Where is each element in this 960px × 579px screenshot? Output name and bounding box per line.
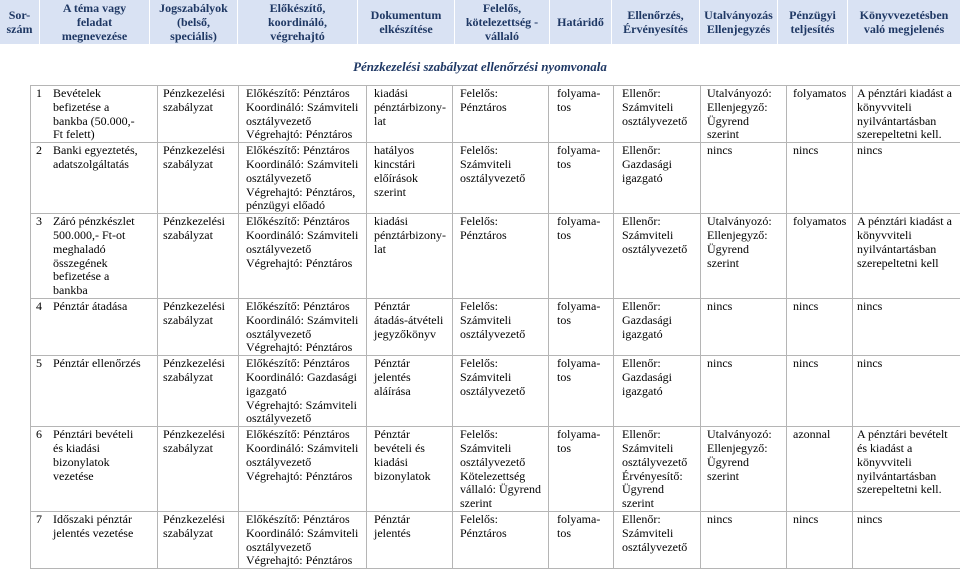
control-cell: Ellenőr: Gazdasági igazgató — [614, 298, 701, 355]
header-document — [358, 0, 455, 44]
task-name: Pénztári bevételi és kiadási bizonylatok vezetése — [53, 427, 134, 483]
responsible-cell: Felelős: Pénztáros — [453, 511, 549, 568]
regulation-cell: Pénzkezelési szabályzat — [158, 143, 239, 214]
task-name: Pénztár ellenőrzés — [53, 356, 141, 371]
authorization-cell: Utalványozó: Ellenjegyző: Ügyrend szerint — [701, 214, 787, 299]
control-trail-table — [30, 85, 960, 569]
header-label: Dokumentum elkészítése — [370, 8, 442, 36]
row-number: 3 — [36, 214, 42, 229]
payment-cell: nincs — [787, 356, 853, 427]
control-cell: Ellenőr: Számviteli osztályvezető — [614, 86, 701, 143]
control-cell: Ellenőr: Számviteli osztályvezető Érvényesítő: Ügyrend szerint — [614, 427, 701, 512]
regulation-cell: Pénzkezelési szabályzat — [158, 356, 239, 427]
payment-cell: nincs — [787, 298, 853, 355]
header-label: Felelős, kötelezettség - vállaló — [465, 1, 539, 43]
document-cell: hatályos kincstári előírások szerint — [367, 143, 453, 214]
table-row — [31, 356, 960, 427]
table-row — [31, 427, 960, 512]
header-topic — [40, 0, 150, 44]
deadline-cell: folyama- tos — [549, 86, 614, 143]
regulation-cell: Pénzkezelési szabályzat — [158, 86, 239, 143]
header-label: A téma vagy feladat megnevezése — [61, 1, 128, 43]
header-sequence-number — [0, 0, 40, 44]
task-cell — [31, 214, 158, 299]
row-number: 6 — [36, 427, 42, 442]
actors-cell: Előkészítő: Pénztáros Koordináló: Gazdasági igazgató Végrehajtó: Számviteli osztályvezető — [239, 356, 367, 427]
task-cell — [31, 143, 158, 214]
header-preparer — [238, 0, 358, 44]
task-name: Záró pénzkészlet 500.000,- Ft-ot meghaladó összegének befizetése a bankba — [53, 214, 135, 298]
actors-cell: Előkészítő: Pénztáros Koordináló: Számviteli osztályvezető Végrehajtó: Pénztáros — [239, 298, 367, 355]
bookkeeping-cell: nincs — [853, 356, 960, 427]
authorization-cell: nincs — [701, 356, 787, 427]
bookkeeping-cell: nincs — [853, 298, 960, 355]
deadline-cell: folyama- tos — [549, 298, 614, 355]
table-row — [31, 214, 960, 299]
header-deadline — [550, 0, 612, 44]
header-regulations — [150, 0, 238, 44]
control-cell: Ellenőr: Számviteli osztályvezető — [614, 511, 701, 568]
control-cell: Ellenőr: Gazdasági igazgató — [614, 356, 701, 427]
header-label: Határidő — [557, 15, 604, 29]
regulation-cell: Pénzkezelési szabályzat — [158, 427, 239, 512]
responsible-cell: Felelős: Számviteli osztályvezető — [453, 298, 549, 355]
header-responsible — [455, 0, 550, 44]
authorization-cell: nincs — [701, 143, 787, 214]
task-cell — [31, 427, 158, 512]
header-control — [612, 0, 700, 44]
table-row — [31, 86, 960, 143]
actors-cell: Előkészítő: Pénztáros Koordináló: Számviteli osztályvezető Végrehajtó: Pénztáros — [239, 427, 367, 512]
row-number: 1 — [36, 86, 42, 100]
responsible-cell: Felelős: Pénztáros — [453, 86, 549, 143]
authorization-cell: Utalványozó: Ellenjegyző: Ügyrend szerint — [701, 427, 787, 512]
task-name: Pénztár átadása — [53, 298, 128, 313]
row-number: 5 — [36, 356, 42, 371]
deadline-cell: folyama- tos — [549, 143, 614, 214]
task-name: Bevételek befizetése a bankba (50.000,- Ft felett) — [53, 86, 135, 142]
document-cell: kiadási pénztárbizony- lat — [367, 86, 453, 143]
table-header — [0, 0, 960, 44]
deadline-cell: folyama- tos — [549, 214, 614, 299]
responsible-cell: Felelős: Számviteli osztályvezető Kötelezettség vállaló: Ügyrend szerint — [453, 427, 549, 512]
header-label: Könyvvezetésben való megjelenés — [859, 8, 949, 36]
deadline-cell: folyama- tos — [549, 356, 614, 427]
actors-cell: Előkészítő: Pénztáros Koordináló: Számviteli osztályvezető Végrehajtó: Pénztáros — [239, 511, 367, 568]
document-cell: Pénztár átadás-átvételi jegyzőkönyv — [367, 298, 453, 355]
task-cell — [31, 356, 158, 427]
task-name: Időszaki pénztár jelentés vezetése — [53, 511, 134, 540]
control-cell: Ellenőr: Gazdasági igazgató — [614, 143, 701, 214]
actors-cell: Előkészítő: Pénztáros Koordináló: Számviteli osztályvezető Végrehajtó: Pénztáros, pénzügyi előadó — [239, 143, 367, 214]
bookkeeping-cell: A pénztári kiadást a könyvviteli nyilvántartásban szerepeltetni kell. — [853, 86, 960, 143]
header-label: Jogszabályok (belső, speciális) — [159, 1, 228, 43]
document-cell: Pénztár jelentés aláírása — [367, 356, 453, 427]
bookkeeping-cell: A pénztári bevételt és kiadást a könyvviteli nyilvántartásban szerepeltetni kell. — [853, 427, 960, 512]
table-row — [31, 511, 960, 568]
bookkeeping-cell: A pénztári kiadást a könyvviteli nyilvántartásban szerepeltetni kell — [853, 214, 960, 299]
task-cell — [31, 298, 158, 355]
document-cell: kiadási pénztárbizony- lat — [367, 214, 453, 299]
responsible-cell: Felelős: Számviteli osztályvezető — [453, 356, 549, 427]
task-name: Banki egyeztetés, adatszolgáltatás — [53, 143, 138, 171]
authorization-cell: Utalványozó: Ellenjegyző: Ügyrend szerint — [701, 86, 787, 143]
task-cell — [31, 511, 158, 568]
header-label: Sor- szám — [6, 8, 33, 36]
control-cell: Ellenőr: Számviteli osztályvezető — [614, 214, 701, 299]
authorization-cell: nincs — [701, 511, 787, 568]
header-financial-completion — [778, 0, 848, 44]
task-cell — [31, 86, 158, 143]
bookkeeping-cell: nincs — [853, 143, 960, 214]
payment-cell: folyamatos — [787, 214, 853, 299]
responsible-cell: Felelős: Pénztáros — [453, 214, 549, 299]
header-label: Ellenőrzés, Érvényesítés — [623, 8, 688, 36]
payment-cell: nincs — [787, 511, 853, 568]
header-label: Pénzügyi teljesítés — [789, 8, 836, 36]
actors-cell: Előkészítő: Pénztáros Koordináló: Számviteli osztályvezető Végrehajtó: Pénztáros — [239, 86, 367, 143]
header-authorization — [700, 0, 778, 44]
bookkeeping-cell: nincs — [853, 511, 960, 568]
actors-cell: Előkészítő: Pénztáros Koordináló: Számviteli osztályvezető Végrehajtó: Pénztáros — [239, 214, 367, 299]
regulation-cell: Pénzkezelési szabályzat — [158, 298, 239, 355]
authorization-cell: nincs — [701, 298, 787, 355]
regulation-cell: Pénzkezelési szabályzat — [158, 511, 239, 568]
header-bookkeeping — [848, 0, 960, 44]
deadline-cell: folyama- tos — [549, 511, 614, 568]
responsible-cell: Felelős: Számviteli osztályvezető — [453, 143, 549, 214]
payment-cell: nincs — [787, 143, 853, 214]
header-label: Előkészítő, koordináló, végrehajtó — [267, 1, 327, 43]
table-row — [31, 298, 960, 355]
header-label: Utalványozás Ellenjegyzés — [704, 8, 773, 36]
row-number: 4 — [36, 298, 42, 313]
regulation-cell: Pénzkezelési szabályzat — [158, 214, 239, 299]
payment-cell: azonnal — [787, 427, 853, 512]
table-row — [31, 143, 960, 214]
document-cell: Pénztár bevételi és kiadási bizonylatok — [367, 427, 453, 512]
table-title: Pénzkezelési szabályzat ellenőrzési nyomvonala — [353, 59, 607, 74]
deadline-cell: folyama- tos — [549, 427, 614, 512]
document-cell: Pénztár jelentés — [367, 511, 453, 568]
row-number: 7 — [36, 511, 42, 526]
row-number: 2 — [36, 143, 42, 158]
payment-cell: folyamatos — [787, 86, 853, 143]
